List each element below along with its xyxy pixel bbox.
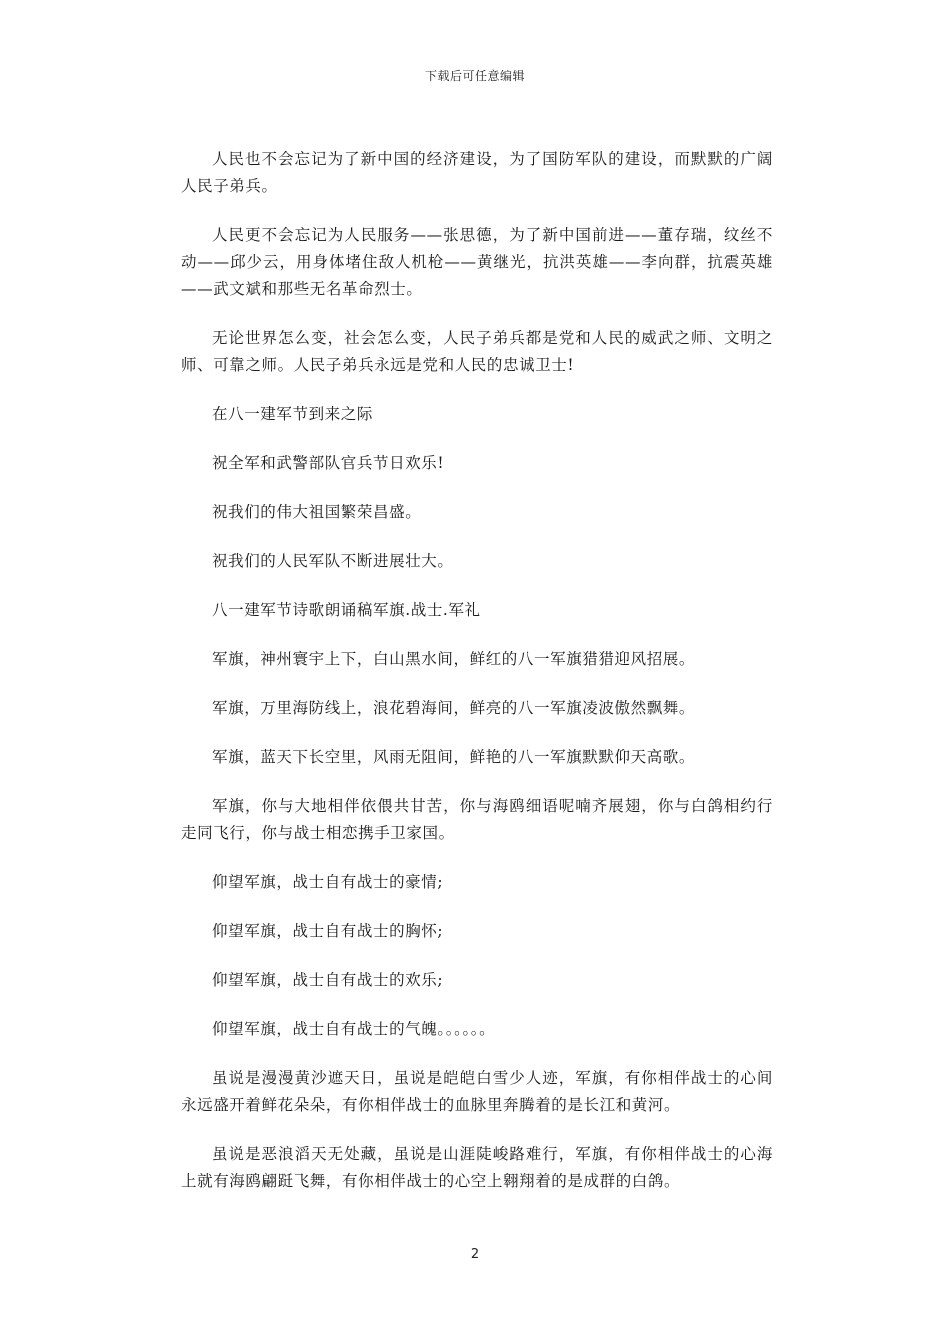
paragraph: 军旗，神州寰宇上下，白山黑水间，鲜红的八一军旗猎猎迎风招展。 bbox=[212, 650, 696, 668]
document-body bbox=[181, 146, 773, 1217]
page-number: 2 bbox=[470, 1247, 480, 1262]
paragraph: 仰望军旗，战士自有战士的欢乐; bbox=[212, 971, 444, 989]
paragraph: 在八一建军节到来之际 bbox=[212, 405, 374, 423]
paragraph: 无论世界怎么变，社会怎么变，人民子弟兵都是党和人民的威武之师、文明之师、可靠之师。人民子弟兵永远是党和人民的忠诚卫士! bbox=[181, 329, 773, 374]
paragraph: 祝全军和武警部队官兵节日欢乐! bbox=[212, 454, 445, 472]
paragraph: 仰望军旗，战士自有战士的豪情; bbox=[212, 873, 444, 891]
paragraph: 祝我们的伟大祖国繁荣昌盛。 bbox=[212, 503, 422, 521]
paragraph: 祝我们的人民军队不断进展壮大。 bbox=[212, 552, 454, 570]
section-title: 八一建军节诗歌朗诵稿军旗.战士.军礼 bbox=[212, 601, 481, 619]
paragraph: 仰望军旗，战士自有战士的气魄。。。。。。 bbox=[212, 1020, 496, 1038]
paragraph: 军旗，你与大地相伴依偎共甘苦，你与海鸥细语呢喃齐展翅，你与白鸽相约行走同飞行，你与战士相恋携手卫家国。 bbox=[181, 797, 773, 842]
paragraph: 仰望军旗，战士自有战士的胸怀; bbox=[212, 922, 444, 940]
paragraph: 军旗，万里海防线上，浪花碧海间，鲜亮的八一军旗凌波傲然飘舞。 bbox=[212, 699, 696, 717]
paragraph: 人民也不会忘记为了新中国的经济建设，为了国防军队的建设，而默默的广阔人民子弟兵。 bbox=[181, 150, 773, 195]
paragraph: 人民更不会忘记为人民服务——张思德，为了新中国前进——董存瑞，纹丝不动——邱少云，用身体堵住敌人机枪——黄继光，抗洪英雄——李向群，抗震英雄——武文斌和那些无名革命烈士。 bbox=[181, 226, 773, 298]
paragraph: 虽说是漫漫黄沙遮天日，虽说是皑皑白雪少人迹，军旗，有你相伴战士的心间永远盛开着鲜花朵朵，有你相伴战士的血脉里奔腾着的是长江和黄河。 bbox=[181, 1069, 773, 1114]
paragraph: 虽说是恶浪滔天无处藏，虽说是山涯陡峻路难行，军旗，有你相伴战士的心海上就有海鸥翩跹飞舞，有你相伴战士的心空上翱翔着的是成群的白鸽。 bbox=[181, 1145, 773, 1190]
page-header: 下载后可任意编辑 bbox=[424, 69, 525, 83]
paragraph: 军旗，蓝天下长空里，风雨无阻间，鲜艳的八一军旗默默仰天高歌。 bbox=[212, 748, 696, 766]
